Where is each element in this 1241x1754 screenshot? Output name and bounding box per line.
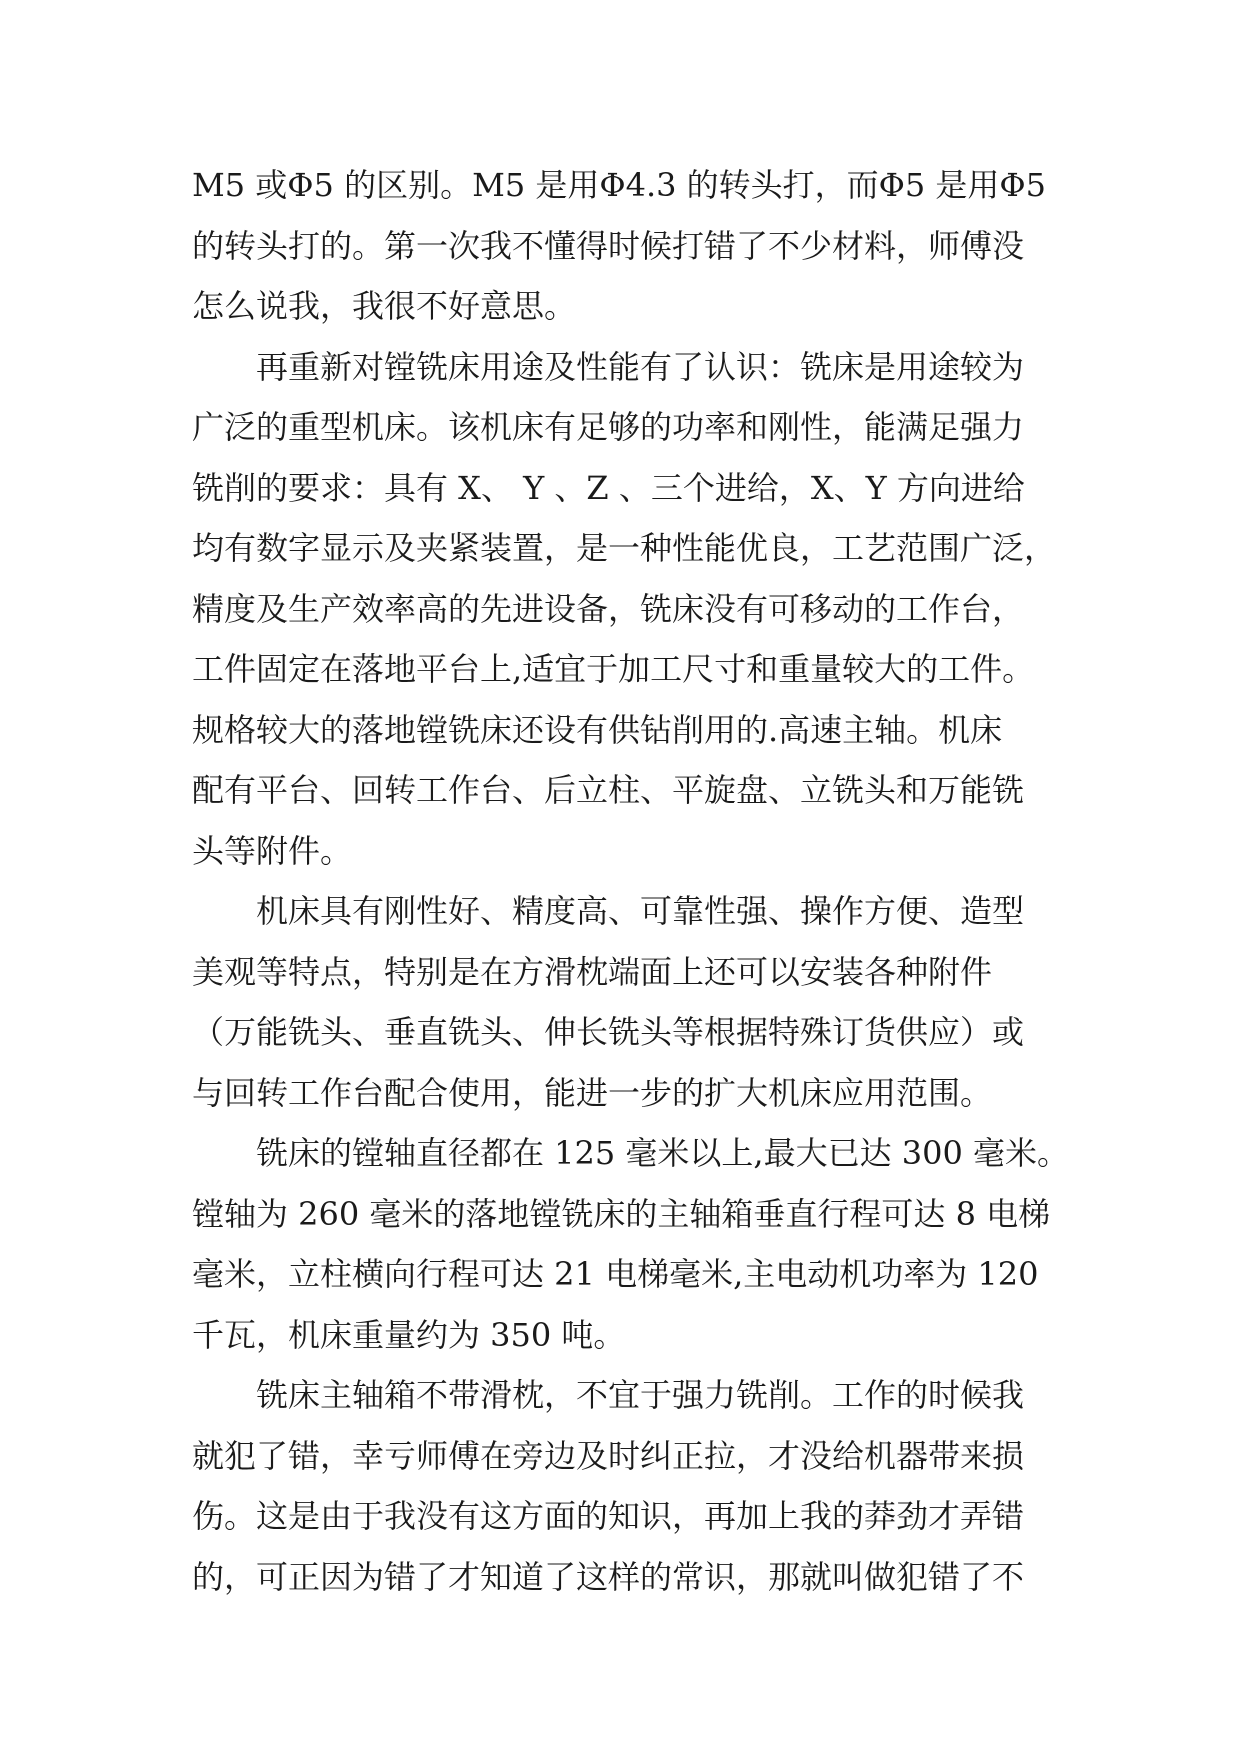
text-line: 铣床主轴箱不带滑枕，不宜于强力铣削。工作的时候我	[192, 1376, 1025, 1414]
text-line: M5 或Φ5 的区别。M5 是用Φ4.3 的转头打，而Φ5 是用Φ5	[192, 166, 1047, 204]
text-line: 的，可正因为错了才知道了这样的常识，那就叫做犯错了不	[192, 1557, 1025, 1596]
text-line: 的转头打的。第一次我不懂得时候打错了不少材料，师傅没	[192, 226, 1025, 265]
text-line: 千瓦，机床重量约为 350 吨。	[192, 1315, 626, 1354]
text-line: 铣床的镗轴直径都在 125 毫米以上,最大已达 300 毫米。	[192, 1134, 1070, 1172]
text-line: （万能铣头、垂直铣头、伸长铣头等根据特殊订货供应）或	[192, 1013, 1025, 1051]
text-line: 与回转工作台配合使用，能进一步的扩大机床应用范围。	[192, 1073, 993, 1112]
text-line: 精度及生产效率高的先进设备，铣床没有可移动的工作台，	[192, 589, 1025, 628]
paragraph-3	[192, 881, 1072, 1123]
text-line: 工件固定在落地平台上,适宜于加工尺寸和重量较大的工件。	[192, 650, 1035, 688]
text-line: 就犯了错，幸亏师傅在旁边及时纠正拉，才没给机器带来损	[192, 1436, 1025, 1475]
paragraph-5	[192, 1365, 1072, 1607]
paragraph-2	[192, 337, 1072, 882]
text-line: 美观等特点，特别是在方滑枕端面上还可以安装各种附件	[192, 952, 993, 991]
text-line: 头等附件。	[192, 831, 353, 870]
paragraph-1	[192, 155, 1072, 337]
text-line: 铣削的要求：具有 X、 Y 、Z 、三个进给，X、Y 方向进给	[192, 468, 1025, 507]
text-line: 伤。这是由于我没有这方面的知识，再加上我的莽劲才弄错	[192, 1497, 1025, 1535]
text-line: 均有数字显示及夹紧装置，是一种性能优良，工艺范围广泛，	[192, 529, 1057, 567]
text-line: 镗轴为 260 毫米的落地镗铣床的主轴箱垂直行程可达 8 电梯	[192, 1194, 1051, 1233]
text-line: 怎么说我，我很不好意思。	[192, 287, 577, 325]
document-body	[192, 155, 1072, 1607]
text-line: 配有平台、回转工作台、后立柱、平旋盘、立铣头和万能铣	[192, 771, 1025, 809]
text-line: 规格较大的落地镗铣床还设有供钻削用的.高速主轴。机床	[192, 710, 1003, 749]
text-line: 再重新对镗铣床用途及性能有了认识：铣床是用途较为	[192, 347, 1025, 386]
paragraph-4	[192, 1123, 1072, 1365]
text-line: 毫米，立柱横向行程可达 21 电梯毫米,主电动机功率为 120	[192, 1255, 1039, 1293]
text-line: 广泛的重型机床。该机床有足够的功率和刚性，能满足强力	[192, 408, 1025, 446]
text-line: 机床具有刚性好、精度高、可靠性强、操作方便、造型	[192, 892, 1025, 930]
